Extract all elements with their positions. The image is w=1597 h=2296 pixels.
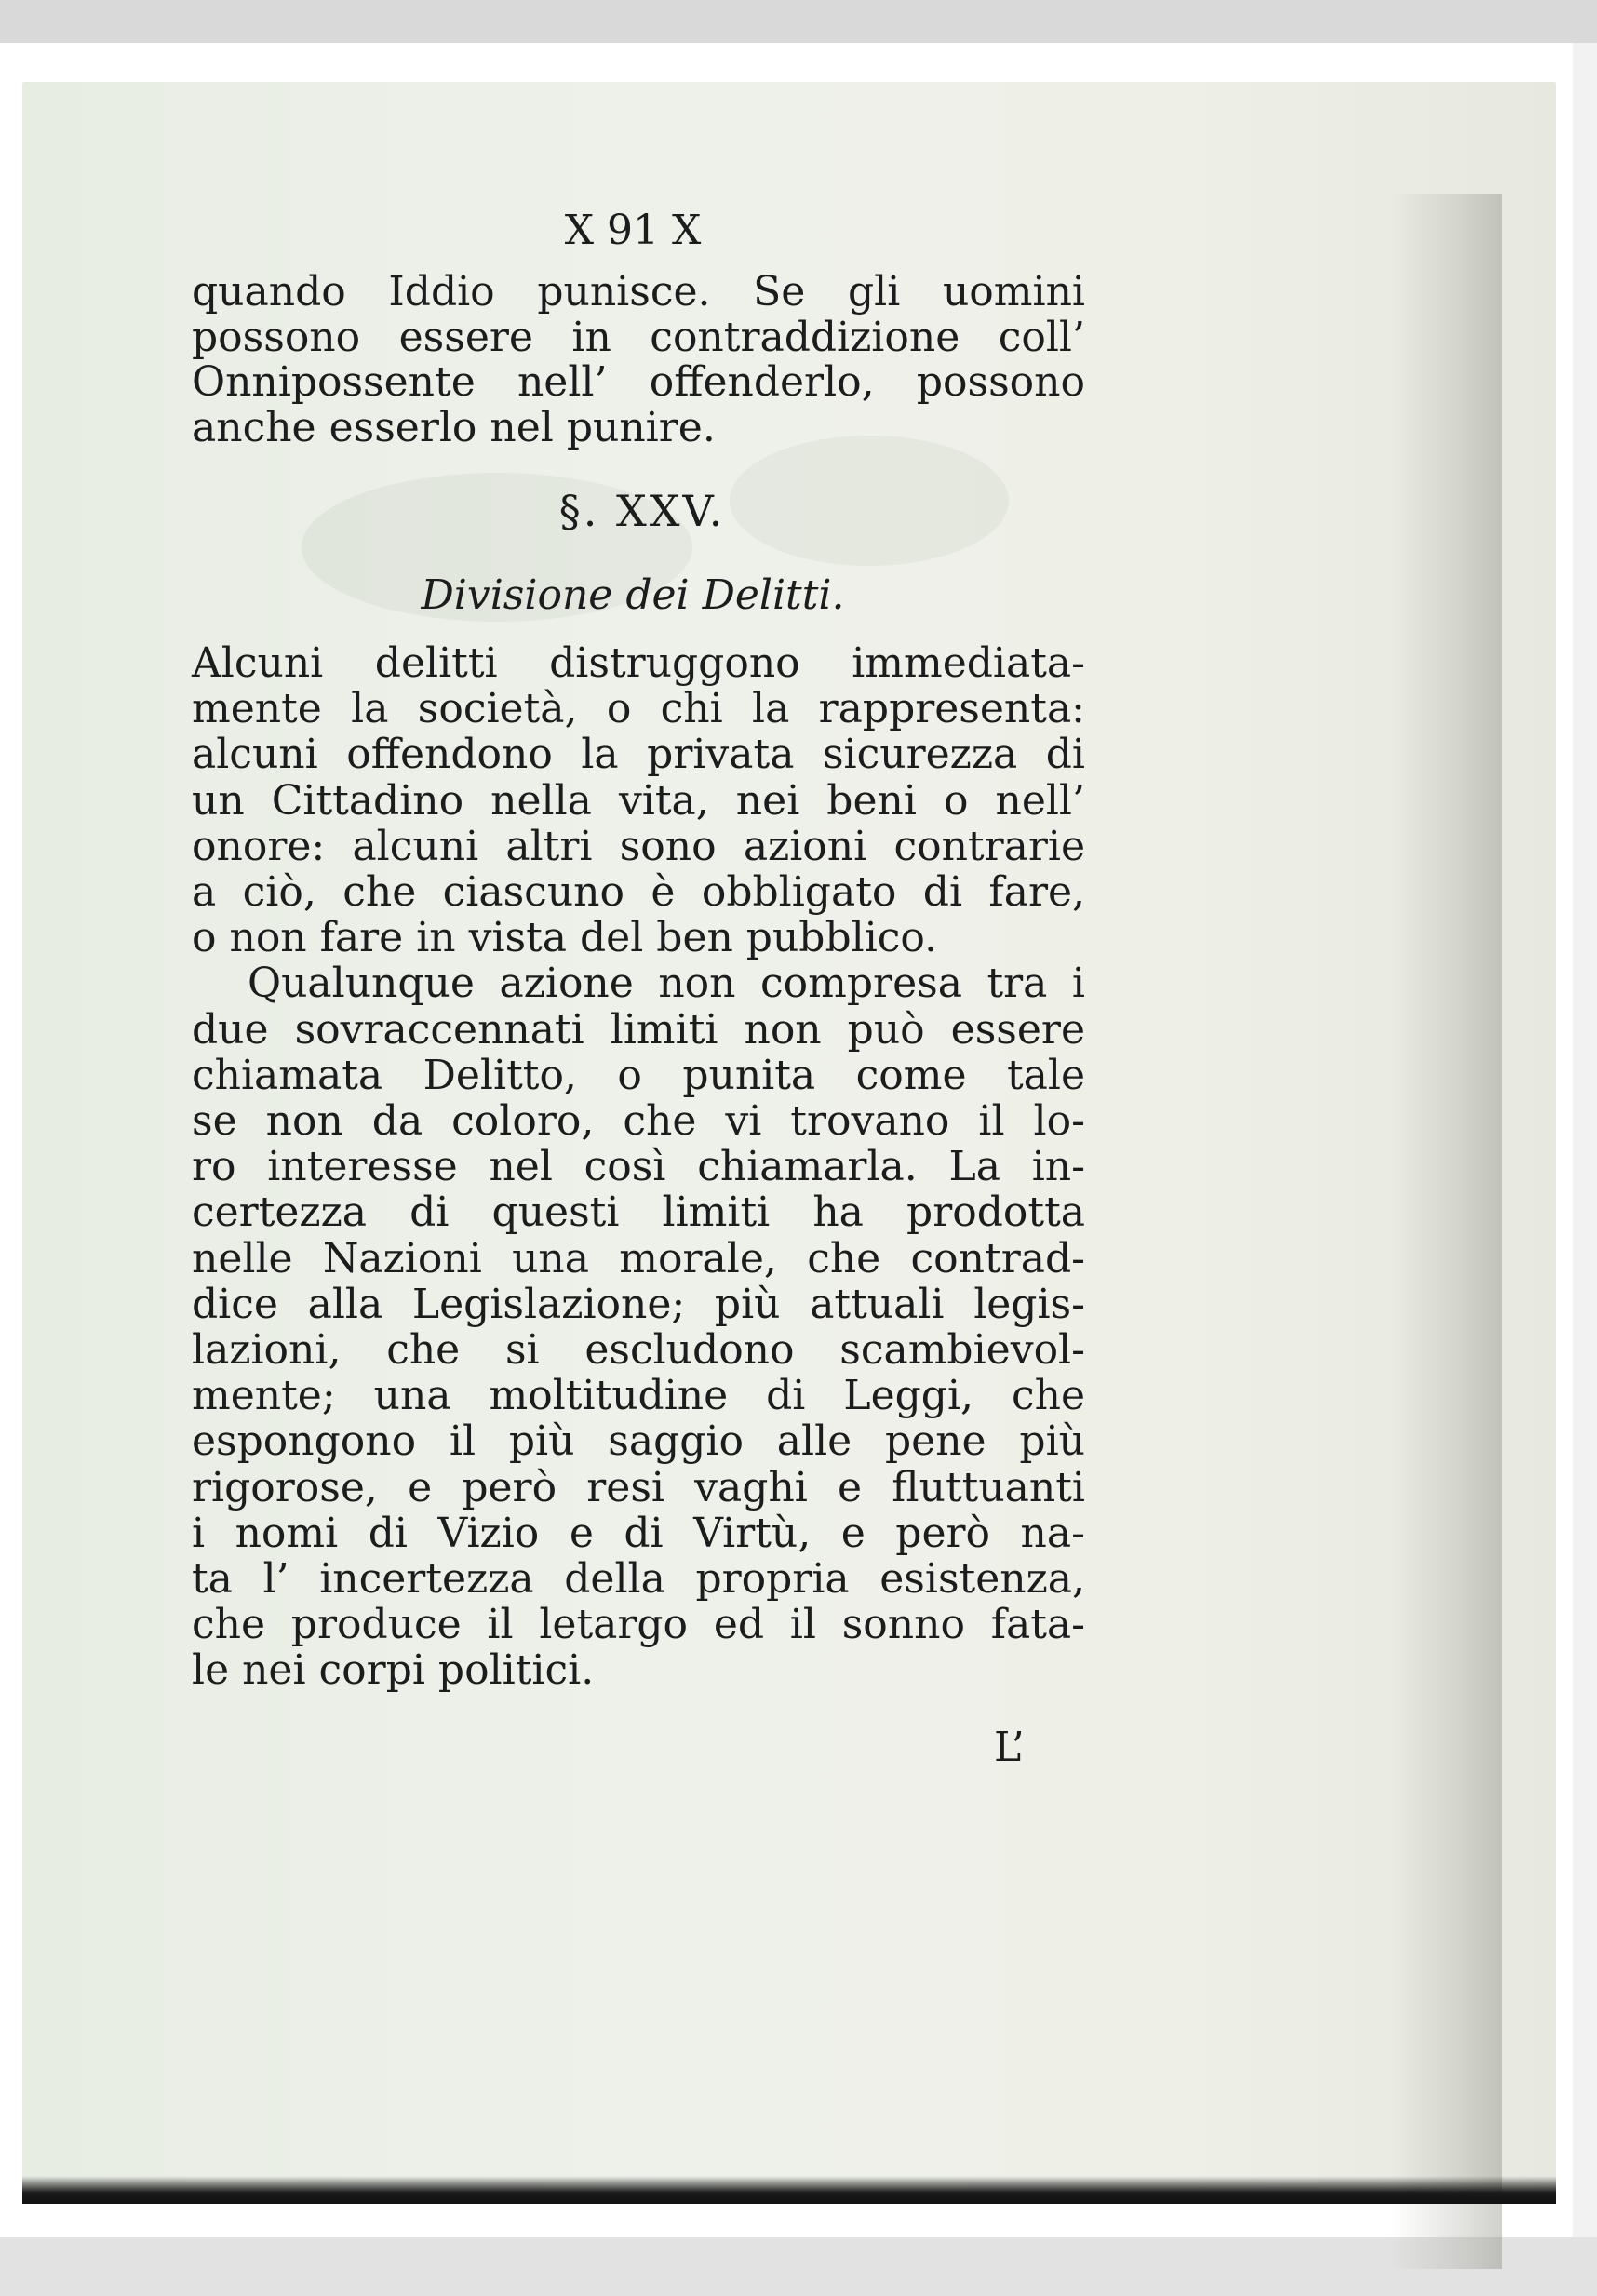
text-line: quando Iddio punisce. Se gli uomini: [192, 268, 1085, 316]
text-line: lazioni, che si escludono scambievol-: [192, 1326, 1085, 1375]
text-line: ta l’ incertezza della propria esistenza,: [192, 1555, 1085, 1604]
text-line: nelle Nazioni una morale, che contrad-: [192, 1234, 1085, 1282]
text-line: i nomi di Vizio e di Virtù, e però na-: [192, 1509, 1085, 1557]
text-line: Alcuni delitti distruggono immediata-: [192, 639, 1085, 687]
scan-top-margin: [0, 0, 1597, 43]
text-line: due sovraccennati limiti non può essere: [192, 1005, 1085, 1054]
text-line: o non fare in vista del ben pubblico.: [192, 914, 938, 962]
body-text: [192, 640, 1085, 1694]
text-line: mente la società, o chi la rappresenta:: [192, 685, 1085, 733]
text-line: anche esserlo nel punire.: [192, 403, 716, 451]
text-line: se non da coloro, che vi trovano il lo-: [192, 1097, 1085, 1146]
text-line: certezza di questi limiti ha prodotta: [192, 1188, 1085, 1237]
scan-right-margin: [1573, 43, 1597, 2237]
text-line: possono essere in contraddizione coll’: [192, 313, 1085, 361]
page-number: X 91 X: [564, 207, 702, 254]
text-line: rigorose, e però resi vaghi e fluttuanti: [192, 1463, 1085, 1511]
text-line: che produce il letargo ed il sonno fata-: [192, 1601, 1085, 1649]
text-line: onore: alcuni altri sono azioni contrarie: [192, 822, 1085, 870]
text-line: dice alla Legislazione; più attuali legis-: [192, 1280, 1085, 1328]
text-line: alcuni offendono la privata sicurezza di: [192, 731, 1085, 779]
section-title: Divisione dei Delitti.: [421, 571, 845, 619]
text-line: a ciò, che ciascuno è obbligato di fare,: [192, 868, 1085, 917]
text-line: un Cittadino nella vita, nei beni o nell’: [192, 776, 1085, 825]
text-line: Qualunque azione non compresa tra i: [248, 960, 1085, 1008]
catchword: L’: [994, 1724, 1025, 1771]
text-line: le nei corpi politici.: [192, 1646, 595, 1695]
scan-bottom-margin: [0, 2237, 1597, 2296]
text-line: Onnipossente nell’ offenderlo, possono: [192, 358, 1085, 406]
opening-paragraph: [192, 270, 1085, 450]
section-number: §. XXV.: [558, 486, 726, 536]
page-edge-shadow: [1390, 194, 1502, 2269]
text-line: ro interesse nel così chiamarla. La in-: [192, 1143, 1085, 1191]
text-line: espongono il più saggio alle pene più: [192, 1417, 1085, 1466]
text-line: chiamata Delitto, o punita come tale: [192, 1051, 1085, 1099]
text-line: mente; una moltitudine di Leggi, che: [192, 1372, 1085, 1420]
